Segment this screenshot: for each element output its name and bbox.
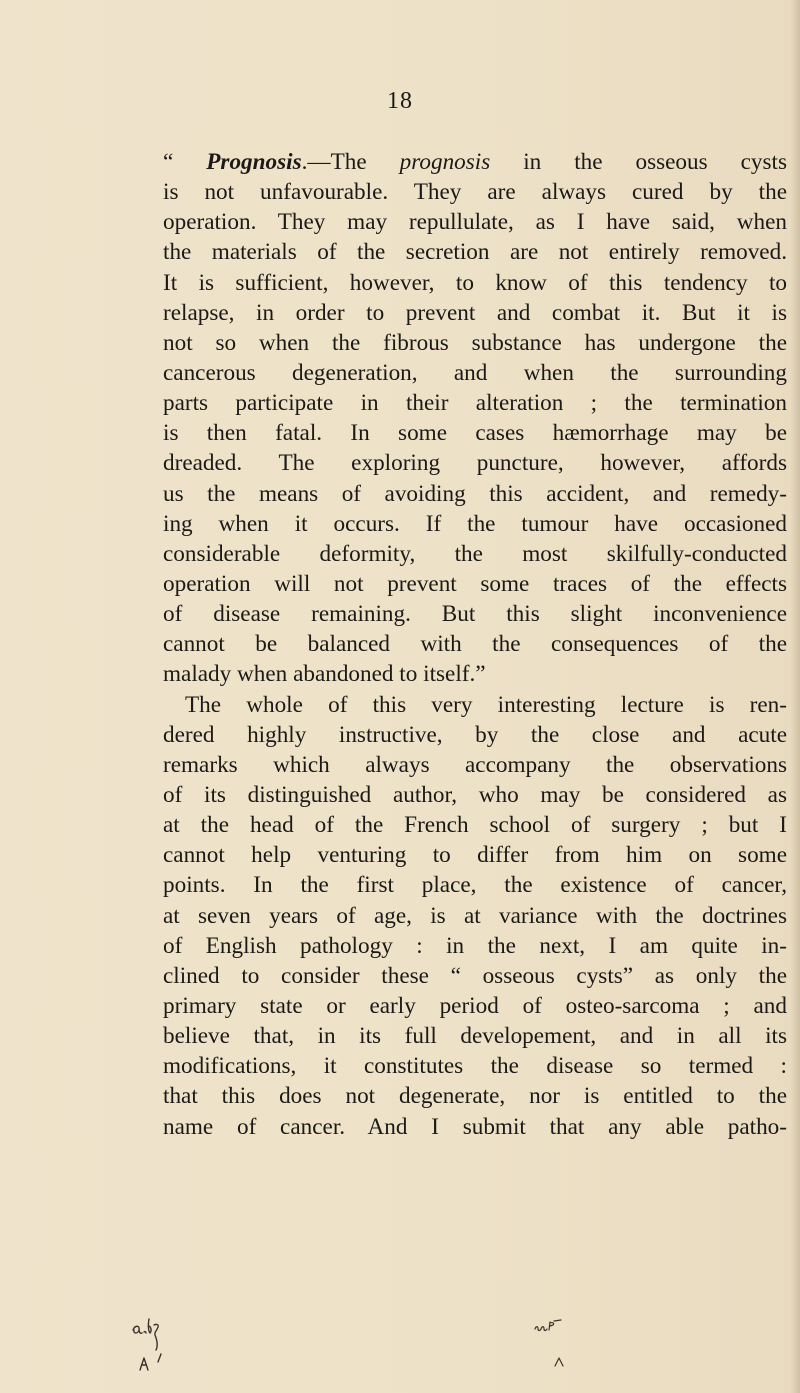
text-line: cannot help venturing to differ from him on some xyxy=(163,842,787,869)
text-line: cannot be balanced with the consequences of the xyxy=(163,631,787,658)
text-line: us the means of avoiding this accident, and remedy- xyxy=(163,480,787,507)
text-line: clined to consider these “ osseous cysts” as only the xyxy=(163,962,787,989)
text-line: primary state or early period of osteo-sarcoma ; and xyxy=(163,992,787,1019)
text-line: is not unfavourable. They are always cured by the xyxy=(163,179,787,206)
text-line: The whole of this very interesting lecture is ren- xyxy=(185,691,787,718)
text-line: parts participate in their alteration ; the termination xyxy=(163,390,787,417)
paragraph-commentary xyxy=(163,690,787,1142)
text-line: is then fatal. In some cases hæmorrhage may be xyxy=(163,420,787,447)
text-line: dered highly instructive, by the close and acute xyxy=(163,721,787,748)
text-line: at seven years of age, is at variance with the doctrines xyxy=(163,902,787,929)
handwritten-margin-note xyxy=(130,1316,172,1376)
text-line: at the head of the French school of surgery ; but I xyxy=(163,812,787,839)
text-line: name of cancer. And I submit that any able patho- xyxy=(163,1113,787,1140)
text-line: the materials of the secretion are not entirely removed. xyxy=(163,239,787,266)
text-line: operation. They may repullulate, as I have said, when xyxy=(163,209,787,236)
text-line: not so when the fibrous substance has undergone the xyxy=(163,329,787,356)
text-line: “ Prognosis.—The prognosis in the osseous cysts xyxy=(163,149,787,175)
text-line: of English pathology : in the next, I am quite in- xyxy=(163,932,787,959)
text-line: cancerous degeneration, and when the surrounding xyxy=(163,359,787,386)
text-line: dreaded. The exploring puncture, however, affords xyxy=(163,450,787,477)
text-line: relapse, in order to prevent and combat it. But it is xyxy=(163,299,787,326)
text-line: operation will not prevent some traces of the effects xyxy=(163,570,787,597)
text-line: modifications, it constitutes the disease so termed : xyxy=(163,1053,787,1080)
text-line: that this does not degenerate, nor is entitled to the xyxy=(163,1083,787,1110)
paragraph-prognosis xyxy=(163,147,787,690)
body-text xyxy=(163,147,787,1142)
text-line: ing when it occurs. If the tumour have occasioned xyxy=(163,510,787,537)
page-edge-shadow xyxy=(790,0,800,1393)
text-line: believe that, in its full developement, and in all its xyxy=(163,1023,787,1050)
text-line: considerable deformity, the most skilfully-conducted xyxy=(163,540,787,567)
text-line: of its distinguished author, who may be considered as xyxy=(163,781,787,808)
page-number: 18 xyxy=(387,88,413,114)
text-line: malady when abandoned to itself.” xyxy=(163,661,486,688)
text-line: points. In the first place, the existence of cancer, xyxy=(163,872,787,899)
text-line: remarks which always accompany the observations xyxy=(163,751,787,778)
text-line: It is sufficient, however, to know of this tendency to xyxy=(163,269,787,296)
text-line: of disease remaining. But this slight inconvenience xyxy=(163,601,787,628)
